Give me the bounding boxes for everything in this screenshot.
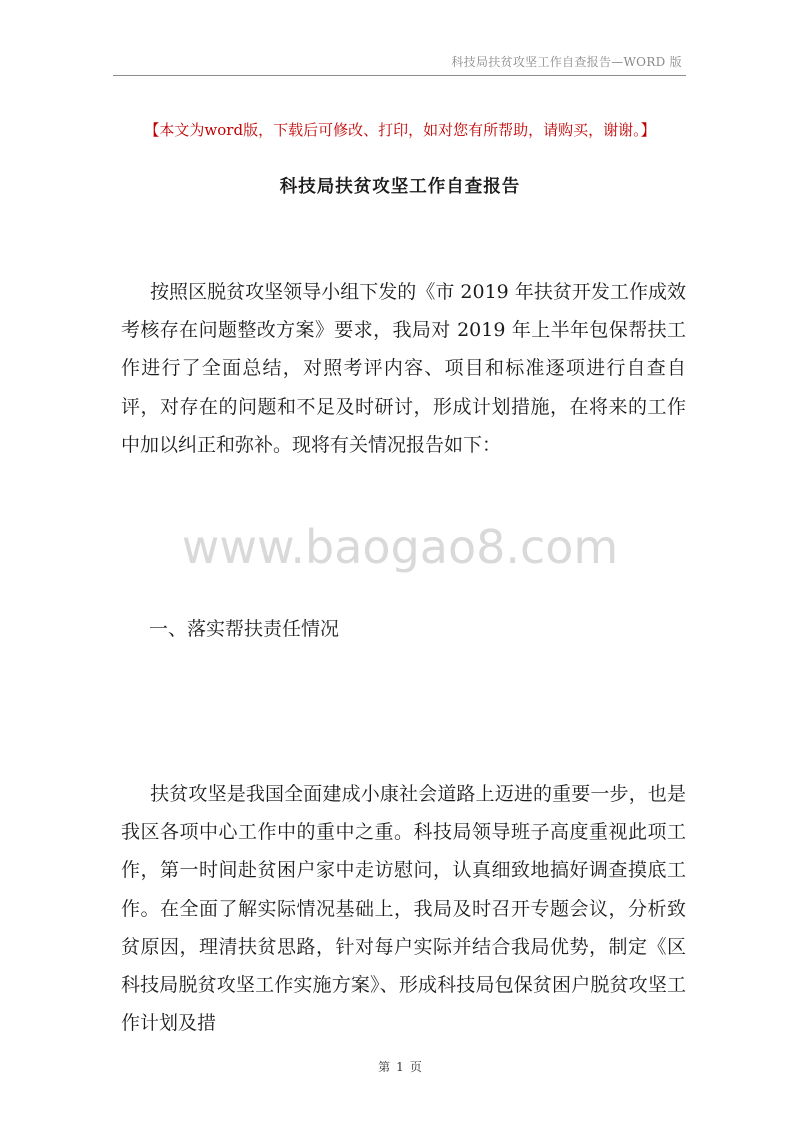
intro-paragraph-text: 按照区脱贫攻坚领导小组下发的《市 2019 年扶贫开发工作成效考核存在问题整改方案》要求，我局对 2019 年上半年包保帮扶工作进行了全面总结，对照考评内容、项目和标准逐项进行自查自评，对存在的问题和不足及时研讨，形成计划措施，在将来的工作中加以纠正和弥补。现将有关情况报告如下： [121, 281, 686, 456]
running-header: 科技局扶贫攻坚工作自查报告—WORD 版 [451, 55, 682, 69]
watermark: www.baogao8.com [181, 520, 619, 574]
body-paragraph [121, 775, 686, 1042]
footer-prefix: 第 [378, 1060, 391, 1074]
header-divider [113, 75, 686, 76]
body-paragraph-text: 扶贫攻坚是我国全面建成小康社会道路上迈进的重要一步，也是我区各项中心工作中的重中之重。科技局领导班子高度重视此项工作，第一时间赴贫困户家中走访慰问，认真细致地搞好调查摸底工作。在全面了解实际情况基础上，我局及时召开专题会议，分析致贫原因，理清扶贫思路，针对每户实际并结合我局优势，制定《区科技局脱贫攻坚工作实施方案》、形成科技局包保贫困户脱贫攻坚工作计划及措 [121, 783, 686, 1035]
intro-paragraph [121, 273, 686, 464]
section-heading: 一、落实帮扶责任情况 [149, 618, 340, 640]
page-number: 1 [396, 1060, 404, 1074]
footer-suffix: 页 [409, 1060, 422, 1074]
page-footer [0, 1058, 800, 1075]
document-title: 科技局扶贫攻坚工作自查报告 [279, 177, 521, 197]
purchase-notice: 【本文为word版，下载后可修改、打印，如对您有所帮助，请购买，谢谢。】 [144, 121, 656, 139]
